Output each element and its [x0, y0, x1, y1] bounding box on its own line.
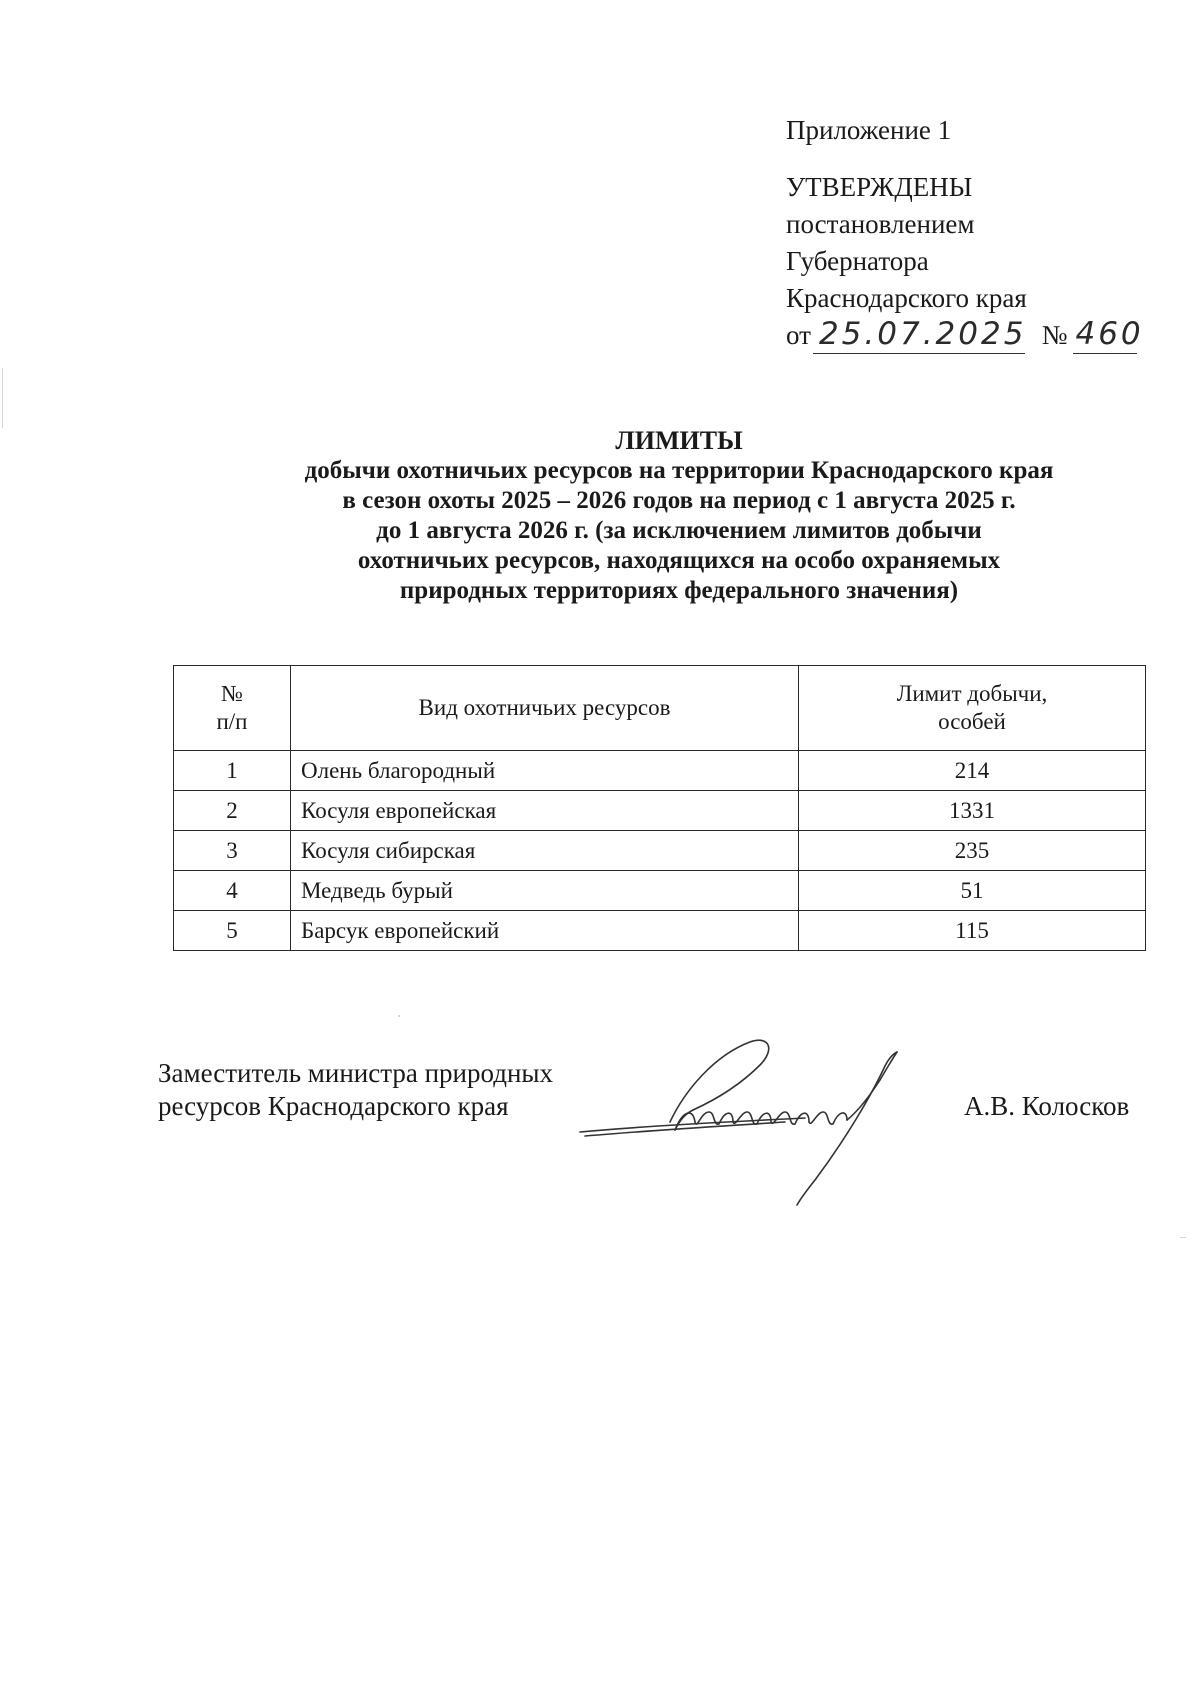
number-field	[1073, 316, 1144, 354]
table-row	[174, 831, 1146, 871]
row-limit: 1331	[799, 791, 1146, 831]
table-row	[174, 751, 1146, 791]
row-number: 5	[174, 911, 291, 951]
row-limit: 51	[799, 871, 1146, 911]
handwritten-date: 25.07.2025	[818, 316, 1027, 352]
approved-by-line1: постановлением	[786, 209, 975, 239]
scan-artifact	[398, 1015, 400, 1017]
row-resource: Олень благородный	[291, 751, 799, 791]
row-number: 4	[174, 871, 291, 911]
header-limit-line1: Лимит добычи,	[896, 681, 1048, 706]
row-limit: 115	[799, 911, 1146, 951]
row-resource: Барсук европейский	[291, 911, 799, 951]
scan-artifact	[2, 368, 3, 428]
row-resource: Косуля сибирская	[291, 831, 799, 871]
title-line: в сезон охоты 2025 – 2026 годов на период с 1 августа 2025 г.	[342, 487, 1016, 514]
signer-position-line1: Заместитель министра природных	[158, 1058, 554, 1088]
title-main: ЛИМИТЫ	[615, 426, 743, 455]
approved-by-line3: Краснодарского края	[786, 283, 1027, 313]
header-resource-type: Вид охотничьих ресурсов	[291, 666, 799, 751]
header-limit-line2: особей	[938, 709, 1006, 734]
header-limit	[799, 666, 1146, 751]
signer-name: А.В. Колосков	[964, 1091, 1130, 1121]
scan-artifact	[1180, 1237, 1186, 1238]
approved-by-line2: Губернатора	[786, 246, 929, 276]
row-number: 3	[174, 831, 291, 871]
signer-position	[158, 1057, 553, 1123]
row-number: 1	[174, 751, 291, 791]
approval-block	[786, 112, 1144, 357]
table-row	[174, 791, 1146, 831]
title-line: до 1 августа 2026 г. (за исключением лимитов добычи	[376, 517, 982, 544]
title-line: охотничьих ресурсов, находящихся на особо охраняемых	[357, 547, 1001, 574]
limits-table	[173, 665, 1146, 951]
handwritten-number: 460	[1075, 316, 1144, 352]
table-header-row	[174, 666, 1146, 751]
row-limit: 214	[799, 751, 1146, 791]
row-number: 2	[174, 791, 291, 831]
title-line: природных территориях федерального значения)	[399, 577, 959, 604]
header-number	[174, 666, 291, 751]
document-title	[0, 426, 1200, 606]
appendix-label: Приложение 1	[786, 115, 952, 145]
date-prefix: от	[786, 320, 811, 350]
header-number-abbr: п/п	[216, 709, 248, 734]
handwritten-signature	[575, 1030, 955, 1210]
approved-label: УТВЕРЖДЕНЫ	[786, 172, 973, 202]
date-field	[813, 316, 1027, 354]
table-row	[174, 871, 1146, 911]
row-limit: 235	[799, 831, 1146, 871]
title-line: добычи охотничьих ресурсов на территории Краснодарского края	[304, 457, 1054, 484]
row-resource: Медведь бурый	[291, 871, 799, 911]
number-label: №	[1041, 320, 1068, 350]
date-number-line	[786, 316, 1144, 357]
row-resource: Косуля европейская	[291, 791, 799, 831]
table-row	[174, 911, 1146, 951]
signer-position-line2: ресурсов Краснодарского края	[158, 1091, 509, 1121]
header-number-sign: №	[221, 681, 243, 706]
